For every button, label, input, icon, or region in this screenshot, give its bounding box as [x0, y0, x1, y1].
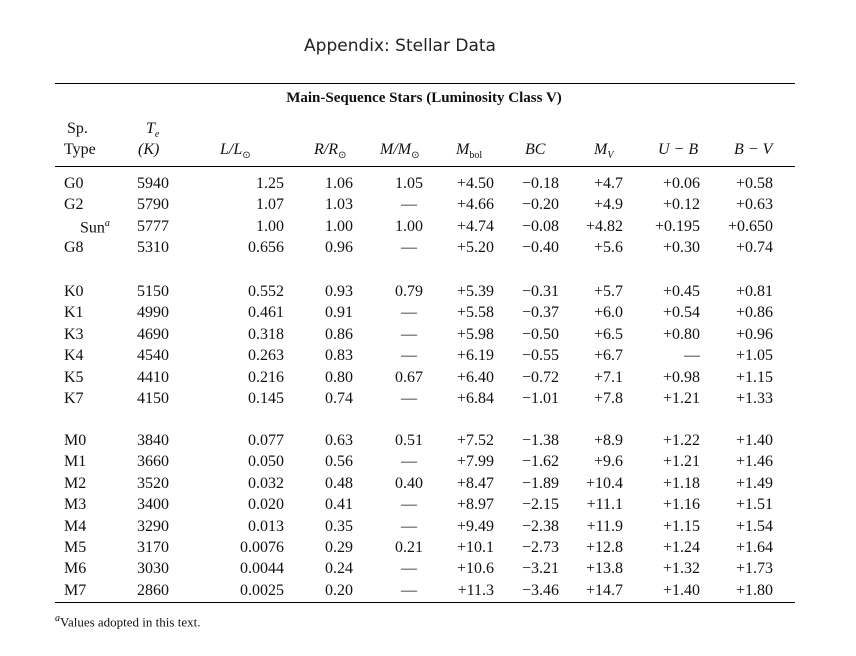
cell-mv: +11.9 [586, 517, 623, 535]
cell-mass: — [401, 325, 417, 343]
cell-mbol: +7.99 [456, 453, 494, 471]
table-title [0, 90, 856, 107]
cell-luminosity: 0.145 [248, 390, 284, 407]
cell-mv: +14.7 [585, 581, 623, 599]
cell-type [64, 432, 86, 450]
cell-te: 3030 [137, 560, 169, 578]
sun-symbol-icon: ⊙ [242, 150, 251, 162]
cell-mbol: +8.47 [456, 474, 494, 492]
cell-bv: +0.58 [735, 175, 773, 192]
header-mbol-sub: bol [469, 150, 483, 162]
cell-type [64, 560, 86, 578]
cell-radius: 0.93 [325, 283, 353, 300]
cell-type-text: M7 [64, 581, 87, 599]
cell-ub: +1.16 [662, 496, 700, 514]
cell-te: 4150 [137, 390, 169, 407]
cell-mbol: +4.74 [456, 217, 494, 235]
header-mbol-text: M [456, 141, 470, 158]
header-te-unit-text: (K) [138, 141, 160, 158]
cell-radius: 1.03 [325, 196, 353, 214]
cell-te: 4990 [137, 304, 169, 322]
header-mbol [456, 141, 482, 161]
cell-luminosity: 0.461 [248, 304, 284, 322]
cell-luminosity: 0.020 [248, 496, 284, 514]
cell-mass: — [401, 196, 417, 214]
cell-type-text: G2 [64, 196, 84, 214]
cell-luminosity: 0.050 [248, 453, 284, 471]
cell-mbol: +10.6 [456, 560, 494, 578]
cell-te: 5790 [137, 196, 169, 214]
cell-type-text: K0 [64, 283, 84, 300]
cell-type [64, 518, 86, 536]
cell-bc: −0.20 [521, 196, 559, 214]
cell-ub: +0.195 [654, 217, 700, 235]
cell-mv: +4.9 [593, 196, 623, 214]
cell-luminosity: 0.216 [248, 368, 284, 386]
cell-mbol: +5.98 [456, 325, 494, 343]
cell-bv: +1.51 [735, 496, 773, 514]
cell-luminosity: 0.656 [248, 239, 284, 257]
cell-type-text: K1 [64, 304, 84, 322]
header-ub [658, 141, 698, 159]
header-mv [594, 141, 613, 161]
cell-mbol: +4.66 [456, 196, 494, 214]
cell-mv: +4.82 [585, 217, 623, 235]
cell-bv: +0.74 [735, 239, 773, 257]
cell-mbol: +7.52 [456, 432, 494, 449]
cell-type-text: M5 [64, 539, 87, 556]
header-mv-sub: V [607, 150, 614, 162]
cell-bc: −3.46 [521, 581, 559, 599]
header-luminosity-text: L/L [220, 141, 243, 158]
cell-ub: +0.06 [662, 175, 700, 192]
cell-luminosity: 0.0044 [240, 560, 284, 578]
header-sp: Sp. [67, 120, 88, 137]
cell-bv: +0.650 [727, 217, 773, 235]
cell-mv: +6.5 [593, 325, 623, 343]
cell-te: 5310 [137, 239, 169, 257]
sun-symbol-icon: ⊙ [338, 150, 347, 162]
cell-type [64, 369, 84, 387]
table-title-text: Main-Sequence Stars (Luminosity Class V) [286, 90, 562, 106]
cell-te: 4540 [137, 347, 169, 365]
cell-radius: 0.80 [325, 368, 353, 386]
cell-ub: +0.80 [662, 325, 700, 343]
header-radius [314, 141, 346, 161]
cell-radius: 0.74 [325, 390, 353, 407]
cell-te: 3660 [137, 453, 169, 471]
cell-type [64, 283, 84, 301]
cell-radius: 0.35 [325, 517, 353, 535]
cell-bc: −2.38 [521, 517, 559, 535]
cell-bc: −2.15 [521, 496, 559, 514]
cell-bv: +0.63 [735, 196, 773, 214]
cell-ub: +1.18 [662, 474, 700, 492]
cell-type-text: K3 [64, 325, 84, 343]
cell-luminosity: 0.013 [248, 517, 284, 535]
cell-ub: +1.21 [662, 453, 700, 471]
cell-mbol: +4.50 [456, 175, 494, 192]
cell-type [64, 582, 86, 600]
cell-mv: +8.9 [593, 432, 623, 449]
cell-mass: 1.05 [395, 175, 423, 192]
cell-mbol: +10.1 [456, 539, 494, 556]
cell-radius: 1.00 [325, 217, 353, 235]
footnote-text: Values adopted in this text. [60, 614, 201, 630]
header-te-unit [138, 141, 159, 159]
cell-luminosity: 0.032 [248, 474, 284, 492]
cell-mass: 0.79 [395, 283, 423, 300]
header-mass-text: M/M [380, 141, 412, 158]
footnote-marker: a [55, 613, 60, 624]
cell-type [64, 453, 86, 471]
cell-ub: +1.32 [662, 560, 700, 578]
cell-mv: +5.6 [593, 239, 623, 257]
cell-type-text: G8 [64, 239, 84, 257]
cell-bc: −1.01 [521, 390, 559, 407]
cell-luminosity: 1.25 [256, 175, 284, 192]
cell-mbol: +5.20 [456, 239, 494, 257]
cell-radius: 0.91 [325, 304, 353, 322]
cell-type [64, 496, 86, 514]
cell-luminosity: 1.07 [256, 196, 284, 214]
cell-type [64, 326, 84, 344]
cell-type-text: Sun [80, 219, 105, 237]
cell-te: 4410 [137, 368, 169, 386]
cell-te: 4690 [137, 325, 169, 343]
cell-bc: −1.62 [521, 453, 559, 471]
cell-type [64, 239, 84, 257]
cell-type-text: K4 [64, 347, 84, 365]
cell-type-text: M0 [64, 432, 87, 449]
cell-bc: −2.73 [521, 539, 559, 556]
cell-type-text: G0 [64, 175, 84, 192]
cell-ub: +0.12 [662, 196, 700, 214]
cell-type [64, 304, 84, 322]
cell-radius: 0.63 [325, 432, 353, 449]
cell-type [64, 347, 84, 365]
cell-mass: — [401, 560, 417, 578]
cell-radius: 0.96 [325, 239, 353, 257]
cell-mbol: +6.40 [456, 368, 494, 386]
cell-radius: 0.41 [325, 496, 353, 514]
cell-mbol: +9.49 [456, 517, 494, 535]
cell-type-text: K7 [64, 390, 84, 407]
cell-bv: +1.05 [735, 347, 773, 365]
cell-te: 3170 [137, 539, 169, 556]
cell-mass: 0.51 [395, 432, 423, 449]
cell-mv: +7.8 [593, 390, 623, 407]
cell-te: 3400 [137, 496, 169, 514]
cell-mbol: +5.58 [456, 304, 494, 322]
footnote [55, 613, 200, 630]
sun-symbol-icon: ⊙ [411, 150, 420, 162]
cell-bv: +0.81 [735, 283, 773, 300]
cell-mass: — [401, 517, 417, 535]
cell-te: 5777 [137, 217, 169, 235]
header-te [146, 120, 159, 140]
cell-te: 2860 [137, 581, 169, 599]
cell-mv: +6.0 [593, 304, 623, 322]
cell-type [80, 218, 110, 237]
cell-te: 3290 [137, 517, 169, 535]
cell-bc: −0.55 [521, 347, 559, 365]
cell-mbol: +5.39 [456, 283, 494, 300]
table-top-rule [55, 83, 795, 84]
cell-mass: — [401, 453, 417, 471]
cell-mass: 0.21 [395, 539, 423, 556]
header-bv-text: B − V [734, 141, 773, 158]
cell-bv: +1.64 [735, 539, 773, 556]
cell-mv: +9.6 [593, 453, 623, 471]
cell-mv: +13.8 [585, 560, 623, 578]
cell-bc: −0.40 [521, 239, 559, 257]
cell-radius: 0.86 [325, 325, 353, 343]
cell-bc: −1.38 [521, 432, 559, 449]
cell-radius: 0.56 [325, 453, 353, 471]
cell-bv: +1.80 [735, 581, 773, 599]
cell-ub: +1.22 [662, 432, 700, 449]
cell-luminosity: 0.0025 [240, 581, 284, 599]
cell-bv: +1.73 [735, 560, 773, 578]
cell-ub: +0.45 [662, 283, 700, 300]
cell-mv: +12.8 [585, 539, 623, 556]
cell-type [64, 175, 84, 193]
cell-bc: −0.31 [521, 283, 559, 300]
cell-te: 5150 [137, 283, 169, 300]
cell-type-text: M6 [64, 560, 87, 578]
cell-mass: 0.67 [395, 368, 423, 386]
cell-mbol: +6.84 [456, 390, 494, 407]
cell-bc: −0.37 [521, 304, 559, 322]
cell-type-text: M1 [64, 453, 87, 471]
header-type: Type [64, 141, 96, 158]
header-mass [380, 141, 420, 161]
cell-radius: 1.06 [325, 175, 353, 192]
header-te-sub: e [154, 129, 160, 141]
cell-luminosity: 0.318 [248, 325, 284, 343]
cell-mbol: +8.97 [456, 496, 494, 514]
cell-type [64, 539, 86, 557]
cell-type [64, 196, 84, 214]
cell-type [64, 475, 86, 493]
cell-mv: +6.7 [593, 347, 623, 365]
header-radius-text: R/R [314, 141, 338, 158]
cell-radius: 0.29 [325, 539, 353, 556]
cell-mv: +7.1 [593, 368, 623, 386]
header-te-symbol: T [146, 120, 155, 137]
cell-ub: +1.15 [662, 517, 700, 535]
header-ub-text: U − B [658, 141, 699, 158]
cell-ub: +1.24 [662, 539, 700, 556]
cell-bv: +1.49 [735, 474, 773, 492]
cell-mv: +5.7 [593, 283, 623, 300]
cell-ub: +1.21 [662, 390, 700, 407]
cell-ub: +0.30 [662, 239, 700, 257]
cell-type-text: M4 [64, 517, 87, 535]
cell-type-text: M2 [64, 474, 87, 492]
cell-ub: +0.98 [662, 368, 700, 386]
footnote-ref: a [104, 217, 110, 229]
cell-bc: −0.50 [521, 325, 559, 343]
cell-bv: +1.40 [735, 432, 773, 449]
cell-bv: +1.33 [735, 390, 773, 407]
cell-radius: 0.83 [325, 347, 353, 365]
cell-mass: — [401, 347, 417, 365]
cell-mbol: +6.19 [456, 347, 494, 365]
cell-type [64, 390, 84, 408]
cell-mass: — [401, 581, 417, 599]
cell-mass: 1.00 [395, 217, 423, 235]
cell-luminosity: 0.552 [248, 283, 284, 300]
cell-luminosity: 0.263 [248, 347, 284, 365]
header-bv [734, 141, 772, 159]
cell-bc: −1.89 [521, 474, 559, 492]
cell-mass: 0.40 [395, 474, 423, 492]
cell-bc: −0.72 [521, 368, 559, 386]
cell-luminosity: 0.077 [248, 432, 284, 449]
cell-luminosity: 0.0076 [240, 539, 284, 556]
cell-mass: — [401, 239, 417, 257]
cell-type-text: K5 [64, 368, 84, 386]
cell-te: 3520 [137, 474, 169, 492]
header-luminosity [220, 141, 251, 161]
cell-te: 5940 [137, 175, 169, 192]
table-header-rule [55, 166, 795, 167]
cell-mbol: +11.3 [457, 581, 494, 599]
cell-radius: 0.24 [325, 560, 353, 578]
cell-bv: +1.15 [735, 368, 773, 386]
cell-radius: 0.20 [325, 581, 353, 599]
header-bc-text: BC [525, 141, 546, 158]
cell-te: 3840 [137, 432, 169, 449]
header-bc [525, 141, 545, 159]
cell-bv: +0.86 [735, 304, 773, 322]
cell-ub: — [684, 347, 700, 365]
cell-bv: +1.46 [735, 453, 773, 471]
cell-type-text: M3 [64, 496, 87, 514]
cell-bv: +0.96 [735, 325, 773, 343]
cell-bc: −0.18 [521, 175, 559, 192]
header-mv-text: M [594, 141, 608, 158]
cell-mass: — [401, 390, 417, 407]
cell-mv: +11.1 [586, 496, 623, 514]
cell-mv: +10.4 [585, 474, 623, 492]
cell-ub: +0.54 [662, 304, 700, 322]
cell-ub: +1.40 [662, 581, 700, 599]
cell-mv: +4.7 [593, 175, 623, 192]
cell-bc: −3.21 [521, 560, 559, 578]
cell-bc: −0.08 [521, 217, 559, 235]
cell-luminosity: 1.00 [256, 217, 284, 235]
cell-mass: — [401, 496, 417, 514]
cell-bv: +1.54 [735, 517, 773, 535]
page-title: Appendix: Stellar Data [304, 36, 496, 56]
cell-mass: — [401, 304, 417, 322]
table-bottom-rule [55, 602, 795, 603]
cell-radius: 0.48 [325, 474, 353, 492]
